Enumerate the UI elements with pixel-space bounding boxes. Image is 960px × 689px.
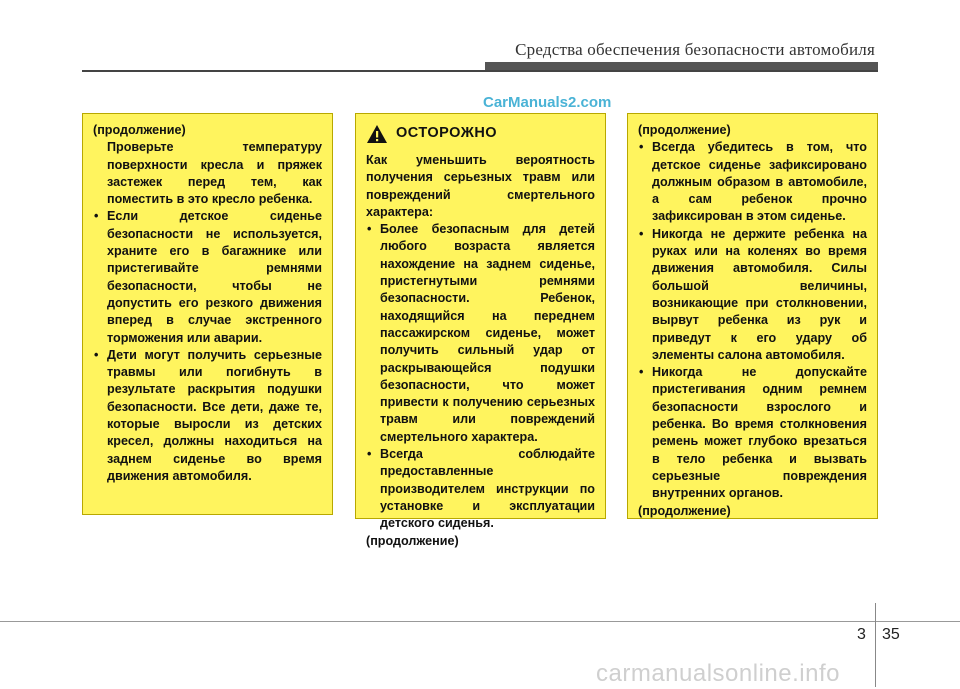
warning-panel (355, 113, 606, 548)
watermark-carmanuals2: CarManuals2.com (483, 94, 612, 111)
bullet-item: • Никогда не держите ребенка на руках или на коленях во время движения автомобиля. Силы большой величины, возникающие при столкновении, вырвут ребенка из рук и приведут к его удару об элементы салона автомобиля. (638, 226, 867, 364)
warning-header (366, 124, 595, 144)
continued-heading: (продолжение) (93, 123, 186, 137)
bullet-item: • Никогда не допускайте пристегивания одним ремнем безопасности взрослого и ребенка. Во время столкновения ремень может глубоко врезаться в тело ребенка и вызвать серьезные повреждения внутренних органов. (638, 364, 867, 502)
page-divider-line (875, 603, 876, 687)
continued-label: (продолжение) (366, 533, 459, 548)
continued-label: (продолжение) (638, 503, 731, 518)
header-rule-thick (485, 62, 878, 70)
warning-title: ОСТОРОЖНО (396, 125, 498, 142)
warning-triangle-icon (366, 124, 388, 144)
bullet-item: • Более безопасным для детей любого возраста является нахождение на заднем сиденье, пристегнутыми ремнями безопасности. Ребенок, находящийся на переднем пассажирском сиденье, может получить сильный удар от раскрывающейся подушки безопасности, что может привести к получению серьезных травм или повреждений смертельного характера. (366, 221, 595, 446)
warning-intro: Как уменьшить вероятность получения серьезных травм или повреждений смертельного характера: (366, 153, 595, 219)
bullet-item: • Дети могут получить серьезные травмы или погибнуть в результате раскрытия подушки безопасности. Все дети, даже те, которые выросли из детских кресел, должны находиться на заднем сиденье во время движения автомобиля. (93, 347, 322, 485)
page-header-title: Средства обеспечения безопасности автомобиля (515, 40, 875, 59)
continued-heading: (продолжение) (638, 123, 731, 137)
caution-panel-right (627, 113, 878, 519)
header-rule-thin (82, 70, 878, 72)
caution-panel-left (82, 113, 333, 515)
footer-rule (0, 621, 960, 622)
bullet-item: • Если детское сиденье безопасности не используется, храните его в багажнике или пристегивайте ремнями безопасности, чтобы не допустить его резкого движения вперед в случае экстренного торможения или аварии. (93, 208, 322, 346)
page-number: 35 (882, 626, 900, 643)
section-number: 3 (857, 626, 866, 643)
bullet-item: • Всегда убедитесь в том, что детское сиденье зафиксировано должным образом в автомобиле, а сам ребенок прочно зафиксирован в этом сиденье. (638, 139, 867, 225)
watermark-carmanualsonline: carmanualsonline.info (596, 660, 840, 687)
bullet-item: • Всегда соблюдайте предоставленные производителем инструкции по установке и эксплуатации детского сиденья. (366, 446, 595, 532)
paragraph: Проверьте температуру поверхности кресла и пряжек застежек перед тем, как поместить в это кресло ребенка. (107, 140, 322, 207)
